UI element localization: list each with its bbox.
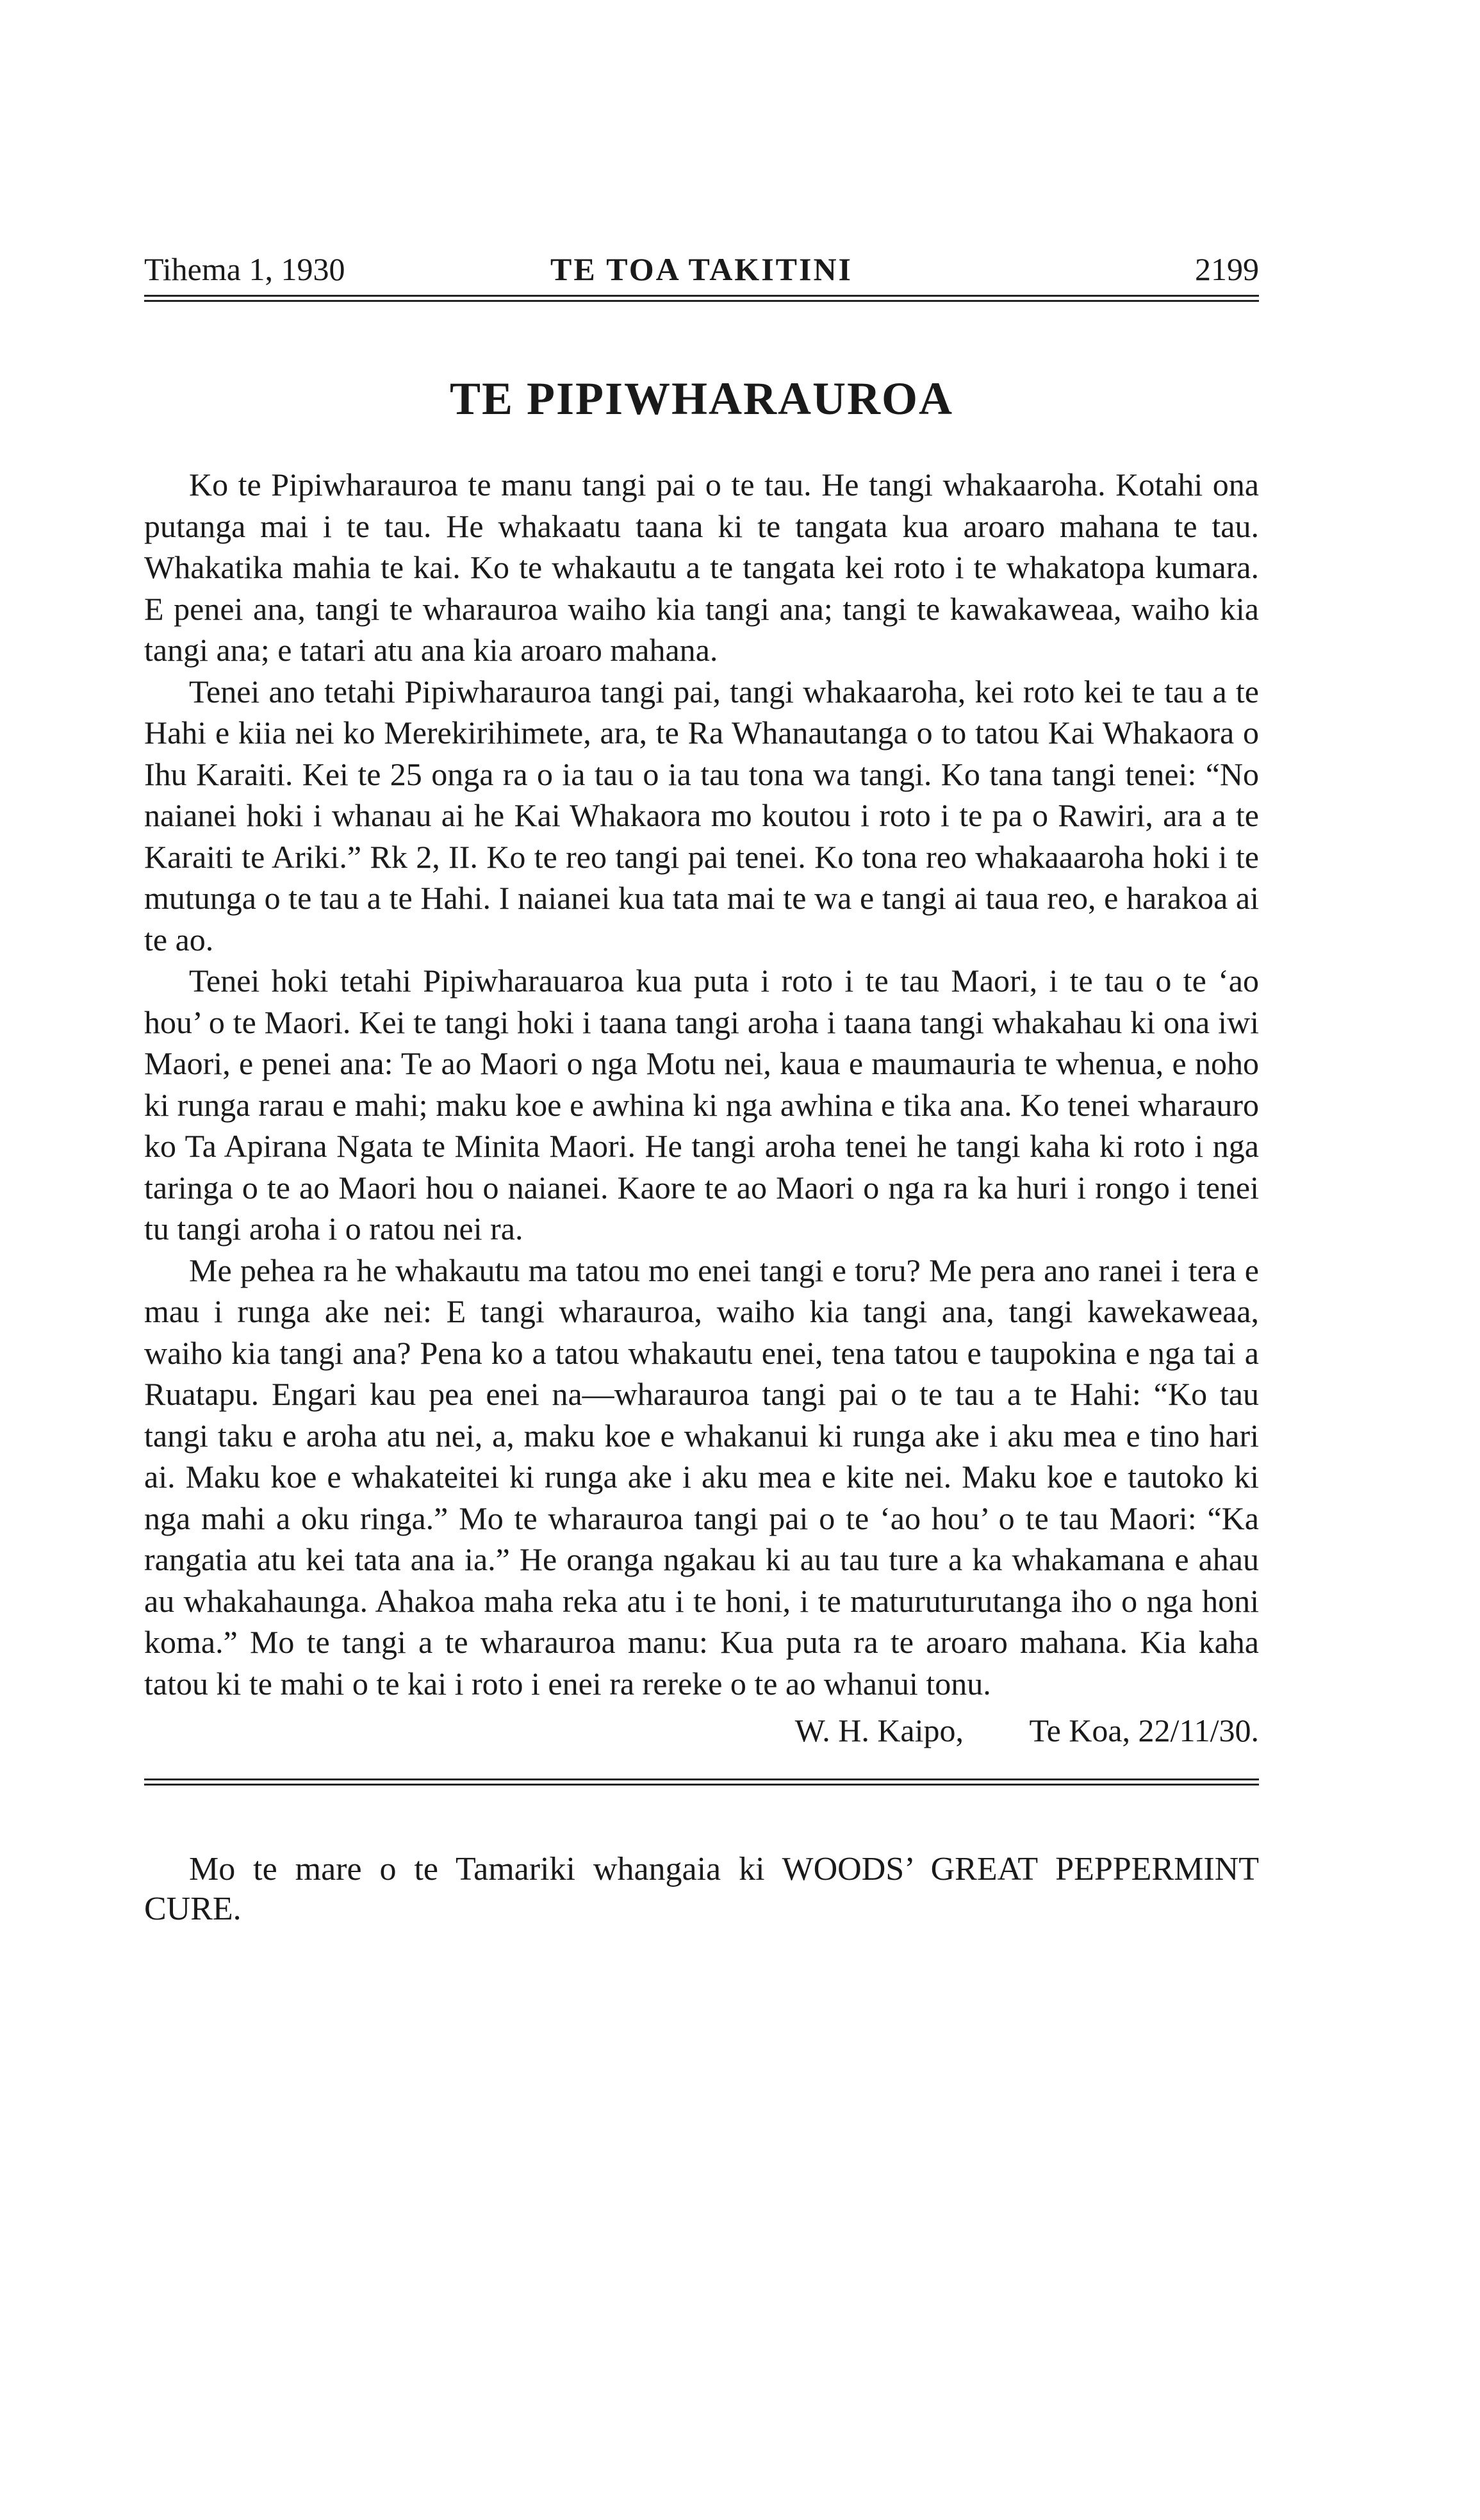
header-rule [144, 295, 1259, 302]
advertisement: Mo te mare o te Tamariki whangaia ki WOODS’ GREAT PEPPERMINT CURE. [144, 1851, 1259, 1927]
signature-author: W. H. Kaipo, [794, 1712, 964, 1748]
page-number: 2199 [1195, 251, 1259, 287]
running-head [144, 244, 1259, 295]
issue-date: Tihema 1, 1930 [144, 251, 345, 287]
article-body [144, 464, 1259, 1704]
paragraph: Tenei ano tetahi Pipiwharauroa tangi pai, tangi whakaaroha, kei roto kei te tau a te Hahi e kiia nei ko Merekirihimete, ara, te Ra Whanautanga o to tatou Kai Whakaora o Ihu Karaiti. Kei te 25 onga ra o ia tau o ia tau tona wa tangi. Ko tana tangi tenei: “No naianei hoki i whanau ai he Kai Whakaora mo koutou i roto i te pa o Rawiri, ara a te Karaiti te Ariki.” Rk 2, II. Ko te reo tangi pai tenei. Ko tona reo whakaaaroha hoki i te mutunga o te tau a te Hahi. I naianei kua tata mai te wa e tangi ai taua reo, e harakoa ai te ao. [144, 673, 1259, 957]
footer-rule [144, 1778, 1259, 1786]
publication-title: TE TOA TAKITINI [550, 251, 853, 287]
paragraph: Ko te Pipiwharauroa te manu tangi pai o te tau. He tangi whakaaroha. Kotahi ona putanga mai i te tau. He whakaatu taana ki te tangata kua aroaro mahana te tau. Whakatika mahia te kai. Ko te whakautu a te tangata kei roto i te whakatopa kumara. E penei ana, tangi te wharauroa waiho kia tangi ana; tangi te kawakaweaa, waiho kia tangi ana; e tatari atu ana kia aroaro mahana. [144, 467, 1259, 668]
article-signature [144, 1708, 1259, 1753]
article-title: TE PIPIWHARAUROA [449, 373, 954, 424]
page [144, 244, 1259, 1929]
signature-place-date: Te Koa, 22/11/30. [1029, 1712, 1259, 1748]
paragraph: Me pehea ra he whakautu ma tatou mo enei tangi e toru? Me pera ano ranei i tera e mau i runga ake nei: E tangi wharauroa, waiho kia tangi ana, tangi kawekaweaa, waiho kia tangi ana? Pena ko a tatou whakautu enei, tena tatou e taupokina e nga tai a Ruatapu. Engari kau pea enei na—wharauroa tangi pai o te tau a te Hahi: “Ko tau tangi taku e aroha atu nei, a, maku koe e whakanui ki runga ake i aku mea e tino hari ai. Maku koe e whakateitei ki runga ake i aku mea e kite nei. Maku koe e tautoko ki nga mahi a oku ringa.” Mo te wharauroa tangi pai o te ‘ao hou’ o te tau Maori: “Ka rangatia atu kei tata ana ia.” He oranga ngakau ki au tau ture a ka whakamana e ahau au whakahaunga. Ahakoa maha reka atu i te honi, i te maturuturutanga iho o nga honi koma.” Mo te tangi a te wharauroa manu: Kua puta ra te aroaro mahana. Kia kaha tatou ki te mahi o te kai i roto i enei ra rereke o te ao whanui tonu. [144, 1252, 1259, 1702]
paragraph: Tenei hoki tetahi Pipiwharauaroa kua puta i roto i te tau Maori, i te tau o te ‘ao hou’ o te Maori. Kei te tangi hoki i taana tangi aroha i taana tangi whakahau ki ona iwi Maori, e penei ana: Te ao Maori o nga Motu nei, kaua e maumauria te whenua, e noho ki runga rarau e mahi; maku koe e awhina ki nga awhina e tika ana. Ko tenei wharauro ko Ta Apirana Ngata te Minita Maori. He tangi aroha tenei he tangi kaha ki roto i nga taringa o te ao Maori hou o naianei. Kaore te ao Maori o nga ra ka huri i rongo i tenei tu tangi aroha i o ratou nei ra. [144, 963, 1259, 1247]
